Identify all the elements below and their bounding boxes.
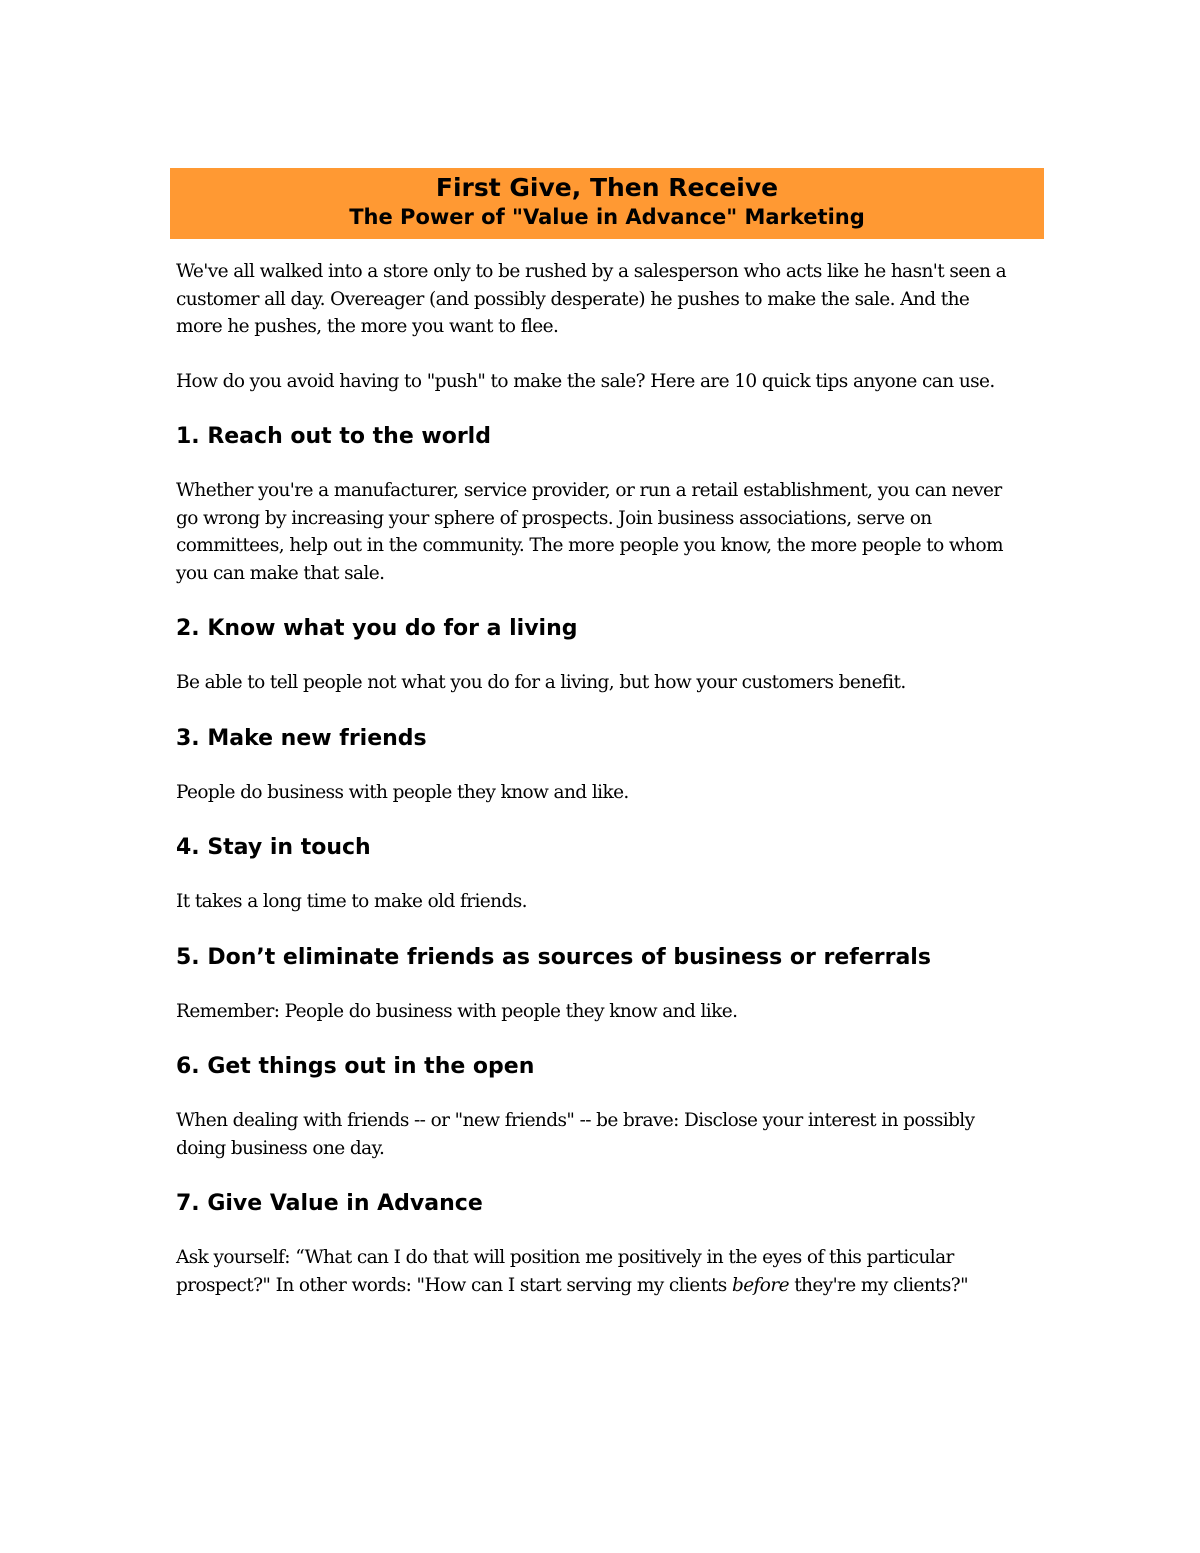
- document-subtitle: The Power of "Value in Advance" Marketing: [349, 205, 865, 229]
- tip-body-7-text-start: Ask yourself: “What can I do that will position me positively in the eyes of this particular prospect?" In other words: "How can I start serving my clients: [176, 1247, 954, 1296]
- tip-body-2: Be able to tell people not what you do for a living, but how your customers benefit.: [176, 672, 906, 693]
- tip-body-3: People do business with people they know and like.: [176, 781, 629, 803]
- tip-body-6: When dealing with friends -- or "new friends" -- be brave: Disclose your interest in possibly doing business one day.: [176, 1110, 975, 1159]
- tip-heading-7: 7. Give Value in Advance: [176, 1191, 483, 1216]
- tip-body-1: Whether you're a manufacturer, service provider, or run a retail establishment, you can never go wrong by increasing your sphere of prospects. Join business associations, serve on committees, help out in the community. The more people you know, the more people to whom you can make that sale.: [176, 480, 1003, 584]
- tip-body-4: It takes a long time to make old friends.: [176, 891, 527, 912]
- tip-heading-1: 1. Reach out to the world: [176, 424, 491, 449]
- intro-paragraph-2: How do you avoid having to "push" to make the sale? Here are 10 quick tips anyone can use.: [176, 370, 995, 392]
- tip-body-5: Remember: People do business with people they know and like.: [176, 1000, 738, 1022]
- tip-heading-6: 6. Get things out in the open: [176, 1054, 535, 1079]
- tip-heading-3: 3. Make new friends: [176, 725, 427, 751]
- tip-body-7-emphasis: before: [731, 1274, 789, 1296]
- intro-paragraph-1: We've all walked into a store only to be rushed by a salesperson who acts like he hasn't seen a customer all day. Overeager (and possibly desperate) he pushes to make the sale. And the more he pushes, the more you want to flee.: [176, 261, 1007, 337]
- document-body: [176, 258, 1016, 1299]
- document-title: First Give, Then Receive: [435, 173, 779, 202]
- title-banner: [170, 168, 1044, 239]
- tip-body-7: [176, 1244, 1016, 1299]
- tip-heading-5: 5. Don’t eliminate friends as sources of business or referrals: [176, 944, 931, 970]
- tip-body-7-text-end: they're my clients?": [788, 1274, 969, 1296]
- tip-heading-4: 4. Stay in touch: [176, 835, 371, 860]
- tip-heading-2: 2. Know what you do for a living: [176, 616, 578, 641]
